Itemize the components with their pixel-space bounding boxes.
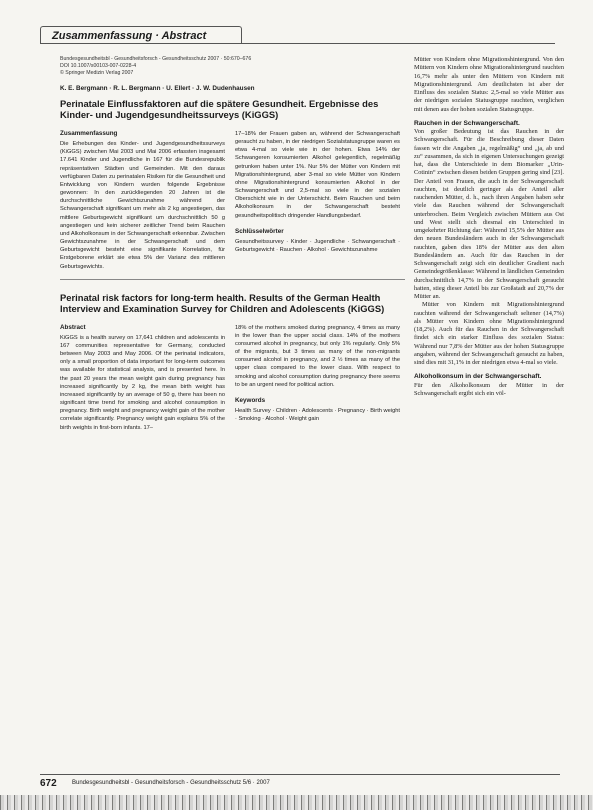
left-column: [60, 56, 405, 432]
abstract-de-text2: 17–18% der Frauen gaben an, während der Schwangerschaft geraucht zu haben, in der niedrigen Sozialstatusgruppe waren es etwa 4-mal so viele wie in der hohen. Etwa 14% der Schwangeren konsumierten Alkohol gelegentlich, regelmäßig getrunken haben unter 1%. Nur 5% der Mütter von Kindern mit Migrationshintergrund, aber 3-mal so viele Mütter von Kindern ohne Migrationshintergrund konsumierten Alkohol in der Schwangerschaft und 2,5-mal so viele in der sozialen Oberschicht wie in der Unterschicht. Beim Rauchen und beim Alkoholkonsum in der Schwangerschaft besteht gesundheitspolitisch dringender Handlungsbedarf.: [235, 131, 400, 219]
abstract-de-col2: [235, 130, 400, 271]
page-number: 672: [40, 778, 57, 789]
section-heading-alcohol: Alkoholkonsum in der Schwangerschaft.: [414, 373, 542, 381]
body-paragraph: Für den Alkoholkonsum der Mütter in der Schwangerschaft ergibt sich ein völ-: [414, 381, 564, 397]
abstract-de-text1: Die Erhebungen des Kinder- und Jugendgesundheitssurveys (KiGGS) zwischen Mai 2003 und Mai 2006 erfassten insgesamt 17.641 Kinder und Jugendliche in 167 für die Bundesrepublik repräsentativen Städten und Gemeinden. Mit den daraus verfügbaren Daten zu perinatalen Risiken für die Gesundheit und Entwicklung von Kindern wurden folgende Ergebnisse gewonnen: In den zurückliegenden 20 Jahren ist die durchschnittliche Gewichtszunahme während der Schwangerschaft signifikant um mehr als 2 kg angestiegen, das mittlere Geburtsgewicht signifikant um durchschnittlich 50 g angestiegen und kein sicherer zeitlicher Trend beim Rauchen und Alkoholkonsum in der Schwangerschaft erkennbar. Zwischen Gewichtszunahme in der Schwangerschaft und dem Geburtsgewicht besteht eine signifikante Korrelation, für Erstgeborene erklärt sie etwa 5% der Varianz des mittleren Geburtsgewichts.: [60, 141, 225, 270]
section-title: Zusammenfassung · Abstract: [52, 30, 207, 42]
divider: [60, 279, 405, 280]
doi-line: DOI 10.1007/s00103-007-0228-4: [60, 63, 137, 69]
section-heading-smoking: Rauchen in der Schwangerschaft.: [414, 119, 520, 127]
keywords-en-list: Health Survey · Children · Adolescents · Pregnancy · Birth weight · Smoking · Alcohol · Weight gain: [235, 408, 400, 423]
abstract-en-col1: [60, 324, 225, 432]
abstract-en-text2: 18% of the mothers smoked during pregnancy, 4 times as many in the lower than the upper social class. 14% of the mothers consumed alcohol in pregnancy, but only 1% regularly. Only 5% of the migrants, but 3 times as many of the non-migrants consumed alcohol in pregnancy, and 2 ½ times as many of the upper class compared to the lower class. With respect to smoking and alcohol consumption during pregnancy there seems to be an urgent need for political action.: [235, 324, 400, 388]
abstract-en-text1: KiGGS is a health survey on 17,641 children and adolescents in 167 communities representative for Germany, conducted between May 2003 and May 2006. Of the perinatal indicators, only a small proportion of data important for long-term outcomes was available for statistical analysis, and is presented here. In the past 20 years the mean weight gain during pregnancy has increased significantly by 2 kg, the mean birth weight has increased significantly by an average of 50 g, there has been no significant time trend for smoking and alcohol consumption in pregnancy. Birth weight and pregnancy weight gain of the mother correlate significantly. Pregnancy weight gain explains 5% of the birth weights in first-born infants. 17–: [60, 334, 225, 431]
copyright-line: © Springer Medizin Verlag 2007: [60, 70, 134, 76]
article-title-en: Perinatal risk factors for long-term health. Results of the German Health Interview and Examination Survey for Children and Adolescents (KiGGS): [60, 291, 385, 314]
keywords-de: [235, 228, 400, 254]
authors: K. E. Bergmann · R. L. Bergmann · U. Ellert · J. W. Dudenhausen: [60, 85, 255, 92]
body-paragraph: Mütter von Kindern mit Migrationshintergrund rauchten während der Schwangerschaft seltener (14,7%) als Mütter von Kindern ohne Migrationshintergrund (18,2%). Auch für das Rauchen in der Schwangerschaft findet sich ein starker Einfluss des sozialen Status: Während nur 7,8% der Mütter aus der hohen Statusgruppe angaben, während der Schwangerschaft geraucht zu haben, sind dies mit 31,1% in der niedrigen etwa 4-mal so viele.: [414, 301, 564, 366]
abstract-de: [60, 130, 405, 271]
scan-edge: [0, 795, 593, 810]
abstract-en-col2: [235, 324, 400, 432]
citation-line: Bundesgesundheitsbl - Gesundheitsforsch - Gesundheitsschutz 2007 · 50:670–676: [60, 56, 252, 62]
section-header: [40, 26, 555, 44]
keywords-en: [235, 397, 400, 423]
abstract-de-heading: Zusammenfassung: [60, 130, 118, 137]
page-footer: [40, 774, 560, 789]
article-title-de: Perinatale Einflussfaktoren auf die spätere Gesundheit. Ergebnisse des Kinder- und Jugendgesundheitssurveys (KiGGS): [60, 98, 379, 120]
citation-meta: [60, 56, 405, 77]
body-paragraph: Mütter von Kindern ohne Migrationshintergrund. Von den Müttern von Kindern ohne Migrationshintergrund rauchten 16,7% mehr als unter den Müttern von Kindern mit Migrationshintergrund. Am deutlichsten ist aber der Einfluss des sozialen Status: 2,5-mal so viele Mütter aus der niedrigen sozialen Statusgruppe rauchten, verglichen mit denen aus der hohen sozialen Statusgruppe.: [414, 56, 564, 113]
keywords-de-heading: Schlüsselwörter: [235, 227, 284, 235]
abstract-en: [60, 324, 405, 432]
keywords-en-heading: Keywords: [235, 396, 266, 404]
right-column: [414, 56, 564, 398]
abstract-de-col1: [60, 130, 225, 271]
keywords-de-list: Gesundheitssurvey · Kinder · Jugendliche · Schwangerschaft · Geburtsgewicht · Rauchen · Alkohol · Gewichtszunahme: [235, 238, 400, 254]
abstract-en-heading: Abstract: [60, 323, 86, 331]
journal-footer: Bundesgesundheitsbl - Gesundheitsforsch - Gesundheitsschutz 5/6 · 2007: [72, 780, 270, 786]
body-paragraph: Von großer Bedeutung ist das Rauchen in der Schwangerschaft. Für die Beschreibung dieser Daten fassen wir die Angaben „ja, regelmäßig“ und „ja, ab und zu“ zusammen, da sich in eigenen Untersuchungen gezeigt hat, dass die Unterschiede in dem Biomarker „Urin-Cotinin“ zwischen diesen beiden Gruppen gering sind [23]. Der Anteil von Frauen, die auch in der Schwangerschaft rauchten, ist deutlich geringer als der Anteil aller rauchenden Mütter, d. h., nach ihren Angaben haben sehr viele das Rauchen während der Schwangerschaft unterbrochen. Beim Vergleich zwischen Müttern aus Ost und West stellt sich diesmal ein Unterschied in umgekehrter Richtung dar: Während 15,5% der Mütter aus den neuen Bundesländern auch in der Schwangerschaft rauchten, gaben dies 18% der Mütter aus den alten Bundesländern an. Auch für das Rauchen in der Schwangerschaft zeigt sich ein deutlicher Gradient nach Gemeindegrößenklasse: Während in ländlichen Gemeinden durchschnittlich 14,7% in der Schwangerschaft geraucht hatten, stieg dieser Anteil bis zur Großstadt auf 20,7% der Mütter an.: [414, 128, 564, 300]
